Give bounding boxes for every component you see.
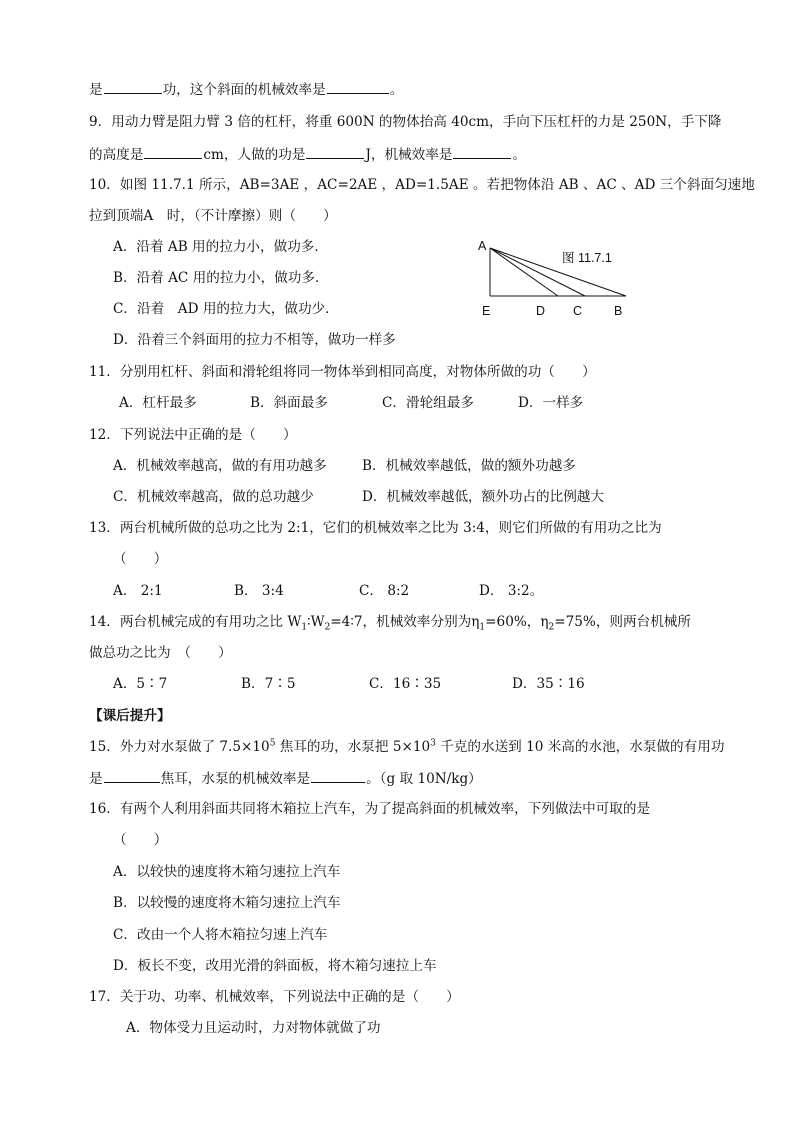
subscript: 2	[324, 622, 331, 633]
q11-option-a: A．杠杆最多	[119, 395, 197, 411]
answer-blank[interactable]	[311, 769, 365, 783]
q9-line2	[89, 145, 526, 163]
text: =75%，则两台机械所	[554, 614, 691, 630]
label-b: B	[614, 304, 623, 318]
label-c: C	[573, 304, 583, 318]
label-d: D	[536, 304, 546, 318]
q12-option-b: B．机械效率越低，做的额外功越多	[362, 458, 576, 474]
q14-options	[113, 675, 585, 693]
text: 。	[512, 147, 527, 163]
subscript: 2	[548, 622, 555, 633]
subscript: 1	[301, 622, 308, 633]
q9-line1: 9．用动力臂是阻力臂 3 倍的杠杆，将重 600N 的物体抬高 40cm，手向下压杠杆的力是 250N，手下降	[89, 114, 722, 130]
q14-line2: 做总功之比为 （ ）	[89, 645, 232, 661]
answer-blank[interactable]	[144, 145, 202, 159]
figure-caption: 图 11.7.1	[562, 251, 612, 265]
q12-option-c: C．机械效率越高，做的总功越少	[113, 489, 314, 505]
text: 是	[89, 771, 103, 787]
q8-tail-line	[89, 80, 403, 98]
text: 。（g 取 10N/kg）	[366, 771, 482, 787]
q13-option-d: D． 3:2。	[479, 583, 544, 599]
answer-blank[interactable]	[306, 145, 364, 159]
superscript: 5	[269, 738, 276, 749]
q10-option-b: B．沿着 AC 用的拉力小，做功多．	[113, 270, 329, 286]
q14-option-d: D．35∶16	[512, 676, 585, 692]
label-a: A	[478, 239, 487, 253]
text: ∶W	[307, 614, 325, 630]
incline-svg	[470, 236, 640, 322]
q11-option-d: D．一样多	[518, 395, 584, 411]
q12-options-row2	[113, 488, 604, 506]
text: 的高度是	[89, 147, 144, 163]
q14-option-c: C．16∶35	[369, 676, 442, 692]
q16-option-d: D．板长不变，改用光滑的斜面板，将木箱匀速拉上车	[113, 958, 437, 974]
q13-stem: 13．两台机械所做的总功之比为 2:1，它们的机械效率之比为 3:4，则它们所做的有用功之比为	[89, 520, 662, 536]
text: 14．两台机械完成的有用功之比 W	[89, 614, 302, 630]
q16-stem: 16．有两个人利用斜面共同将木箱拉上汽车，为了提高斜面的机械效率，下列做法中可取的是	[89, 801, 651, 817]
q12-option-d: D．机械效率越低，额外功占的比例越大	[362, 489, 604, 505]
q16-paren: （ ）	[113, 832, 168, 848]
q10-option-c: C．沿着 AD 用的拉力大，做功少．	[113, 301, 339, 317]
q14-option-b: B．7∶5	[241, 676, 296, 692]
q15-line2	[89, 769, 482, 787]
q16-option-b: B．以较慢的速度将木箱匀速拉上汽车	[113, 895, 341, 911]
text: =4∶7，机械效率分别为η	[330, 614, 480, 630]
text: 焦耳的功，水泵把 5×10	[275, 739, 431, 755]
q11-stem: 11．分别用杠杆、斜面和滑轮组将同一物体举到相同高度，对物体所做的功（ ）	[89, 364, 596, 380]
label-e: E	[482, 304, 491, 318]
q10-line1: 10．如图 11.7.1 所示，AB=3AE ，AC=2AE ，AD=1.5AE 。若把物体沿 AB 、AC 、AD 三个斜面匀速地	[89, 177, 755, 193]
q13-option-c: C． 8:2	[359, 583, 410, 599]
q16-option-c: C．改由一个人将木箱拉匀速上汽车	[113, 927, 328, 943]
q13-paren: （ ）	[113, 551, 168, 567]
text: 是	[89, 82, 103, 98]
text: 功，这个斜面的机械效率是	[162, 82, 326, 98]
subscript: 1	[479, 622, 486, 633]
q13-options	[113, 582, 543, 600]
superscript: 3	[430, 738, 436, 749]
text: 。	[389, 82, 404, 98]
q13-option-a: A． 2:1	[113, 583, 163, 599]
q12-option-a: A．机械效率越高，做的有用功越多	[113, 458, 327, 474]
q12-options-row1	[113, 457, 576, 475]
q10-option-a: A．沿着 AB 用的拉力小，做功多．	[113, 239, 328, 255]
answer-blank[interactable]	[327, 80, 389, 94]
q11-options	[119, 394, 583, 412]
q17-stem: 17．关于功、功率、机械效率，下列说法中正确的是（ ）	[89, 989, 460, 1005]
q14-line1	[89, 613, 691, 631]
q15-line1	[89, 738, 724, 756]
q17-option-a: A．物体受力且运动时，力对物体就做了功	[126, 1020, 381, 1036]
q10-line2: 拉到顶端A 时，（不计摩擦）则（ ）	[89, 208, 337, 224]
text: 焦耳，水泵的机械效率是	[160, 771, 311, 787]
text: =60%，η	[485, 614, 549, 630]
answer-blank[interactable]	[453, 145, 511, 159]
q11-option-c: C．滑轮组最多	[382, 395, 474, 411]
text: cm，人做的功是	[203, 147, 306, 163]
q16-option-a: A．以较快的速度将木箱匀速拉上汽车	[113, 864, 341, 880]
answer-blank[interactable]	[104, 80, 162, 94]
text: J，机械效率是	[365, 147, 453, 163]
q11-option-b: B．斜面最多	[250, 395, 328, 411]
text: 千克的水送到 10 米高的水池，水泵做的有用功	[435, 739, 725, 755]
slope-ad	[490, 248, 558, 296]
section-title: 【课后提升】	[89, 708, 171, 724]
incline-figure	[470, 236, 640, 322]
q12-stem: 12．下列说法中正确的是（ ）	[89, 427, 297, 443]
q14-option-a: A．5∶7	[113, 676, 168, 692]
q10-option-d: D．沿着三个斜面用的拉力不相等，做功一样多	[113, 332, 396, 348]
q13-option-b: B． 3:4	[234, 583, 284, 599]
text: 15．外力对水泵做了 7.5×10	[89, 739, 270, 755]
answer-blank[interactable]	[104, 769, 160, 783]
